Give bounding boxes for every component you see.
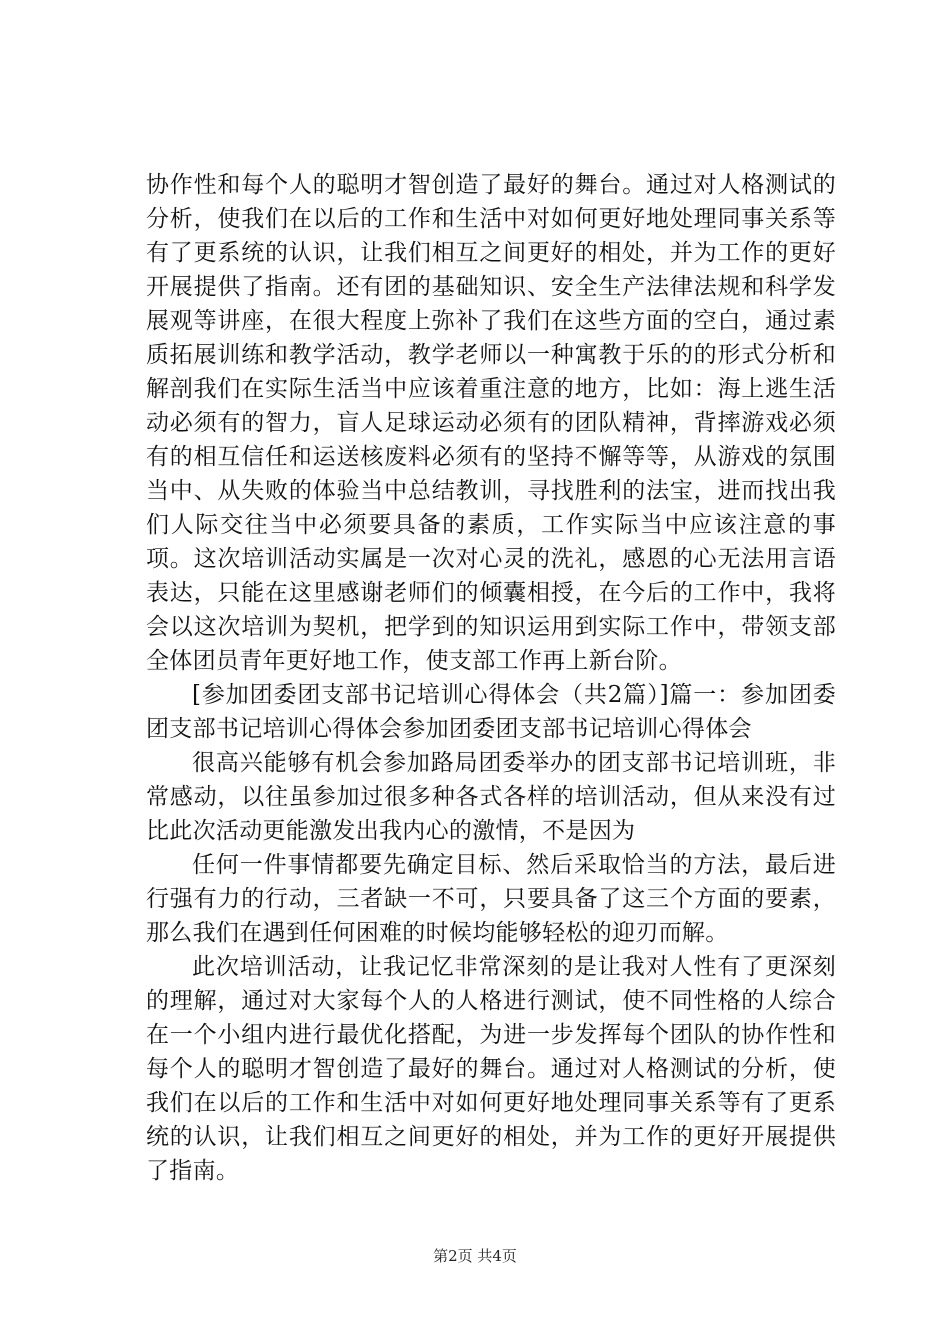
paragraph-4: 任何一件事情都要先确定目标、然后采取恰当的方法，最后进行强有力的行动，三者缺一不可，只要具备了这三个方面的要素，那么我们在遇到任何困难的时候均能够轻松的迎刃而解。 [146, 852, 836, 946]
paragraph-5: 此次培训活动，让我记忆非常深刻的是让我对人性有了更深刻的理解，通过对大家每个人的人格进行测试，使不同性格的人综合在一个小组内进行最优化搭配，为进一步发挥每个团队的协作性和每个人的聪明才智创造了最好的舞台。通过对人格测试的分析，使我们在以后的工作和生活中对如何更好地处理同事关系等有了更系统的认识，让我们相互之间更好的相处，并为工作的更好开展提供了指南。 [146, 954, 836, 1184]
paragraph-2-heading: [参加团委团支部书记培训心得体会（共2篇）]篇一：参加团委团支部书记培训心得体会参加团委团支部书记培训心得体会 [146, 682, 836, 742]
page-footer: 第2页 共4页 [433, 1247, 517, 1265]
paragraph-1: 协作性和每个人的聪明才智创造了最好的舞台。通过对人格测试的分析，使我们在以后的工作和生活中对如何更好地处理同事关系等有了更系统的认识，让我们相互之间更好的相处，并为工作的更好开展提供了指南。还有团的基础知识、安全生产法律法规和科学发展观等讲座，在很大程度上弥补了我们在这些方面的空白，通过素质拓展训练和教学活动，教学老师以一种寓教于乐的的形式分析和解剖我们在实际生活当中应该着重注意的地方，比如：海上逃生活动必须有的智力，盲人足球运动必须有的团队精神，背摔游戏必须有的相互信任和运送核废料必须有的坚持不懈等等，从游戏的氛围当中、从失败的体验当中总结教训，寻找胜利的法宝，进而找出我们人际交往当中必须要具备的素质，工作实际当中应该注意的事项。这次培训活动实属是一次对心灵的洗礼，感恩的心无法用言语表达，只能在这里感谢老师们的倾囊相授，在今后的工作中，我将会以这次培训为契机，把学到的知识运用到实际工作中，带领支部全体团员青年更好地工作，使支部工作再上新台阶。 [146, 172, 836, 674]
document-body [146, 168, 836, 1188]
paragraph-3: 很高兴能够有机会参加路局团委举办的团支部书记培训班，非常感动，以往虽参加过很多种各式各样的培训活动，但从来没有过比此次活动更能激发出我内心的激情，不是因为 [146, 750, 836, 844]
